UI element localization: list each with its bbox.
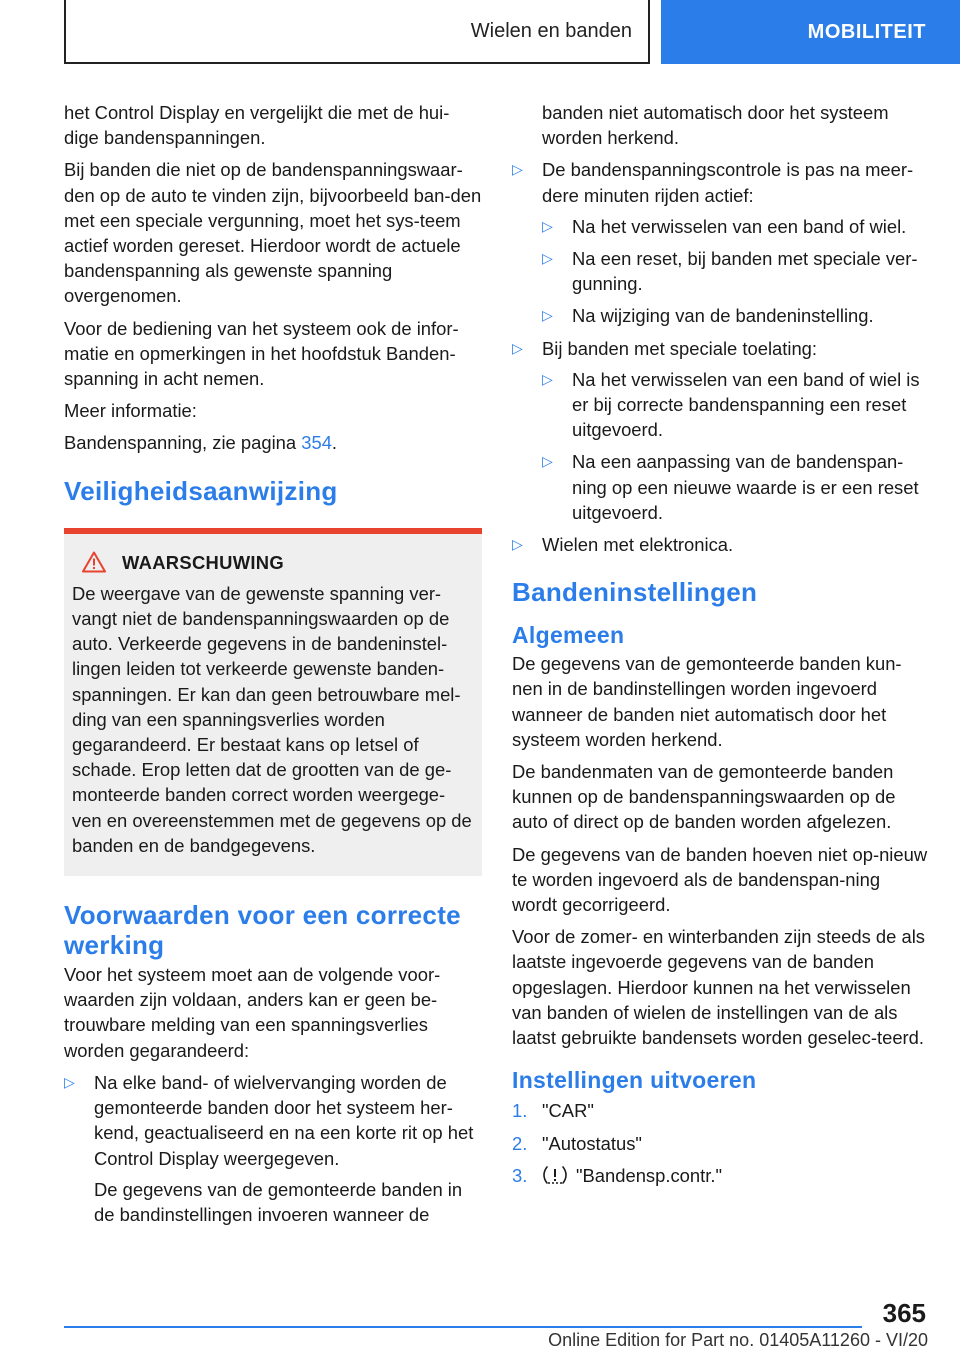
sub-list-item-text: Na het verwisselen van een band of wiel is er bij correcte bandenspanning een reset uitgevoerd. (572, 368, 920, 441)
step-text: "Bandensp.contr." (576, 1164, 722, 1186)
subsection-heading-general: Algemeen (512, 622, 625, 649)
triangle-bullet-icon: ▷ (542, 307, 553, 324)
sub-list-item (542, 246, 930, 296)
steps-list (512, 1098, 930, 1188)
reference-text: Bandenspanning, zie pagina (64, 432, 302, 454)
triangle-bullet-icon: ▷ (64, 1073, 75, 1090)
sub-list-item (542, 449, 930, 525)
paragraph: Voor het systeem moet aan de volgende voor-waarden zijn voldaan, anders kan er geen be-trouwbare melding van een spanningsverlies worden gegarandeerd: (64, 964, 441, 1061)
list-item (512, 532, 930, 557)
list-item (64, 1070, 482, 1227)
sub-list-item-text: Na een aanpassing van de bandenspan-ning op een nieuwe waarde is er een reset uitgevoerd. (572, 451, 919, 523)
sub-list-item-text: Na een reset, bij banden met speciale ver-gunning. (572, 248, 918, 295)
warning-triangle-icon (82, 551, 106, 573)
reference-end: . (331, 432, 338, 454)
conditions-list (64, 1070, 482, 1227)
step-number: 3. (512, 1164, 528, 1186)
page-header (0, 0, 960, 66)
list-item-continuation: De gegevens van de gemonteerde banden in de bandinstellingen invoeren wanneer de (94, 1178, 463, 1225)
triangle-bullet-icon: ▷ (542, 370, 553, 387)
list-item-continuation: banden niet automatisch door het systeem worden herkend. (542, 102, 889, 149)
section-heading-safety: Veiligheidsaanwijzing (64, 475, 338, 506)
list-item-text: De bandenspanningscontrole is pas na meer-dere minuten rijden actief: (542, 159, 914, 206)
warning-text: De weergave van de gewenste spanning ver-vangt niet de bandenspanningswaarden op de auto. Verkeerde gegevens in de bandeninstel-lingen leiden tot verkeerde gewenste banden-spanningen. Er kan dan geen betrouwbare mel-ding van een spanningsverlies worden gegarandeerd. Er bestaat kans op letsel of schade. Erop letten dat de grootten van de ge-monteerde banden correct worden weergege-ven en overeenstemmen met de gegevens op de banden en de bandgegevens. (72, 582, 472, 856)
list-item-text: Na elke band- of wielvervanging worden de gemonteerde banden door het systeem her-kend, geactualiseerd en na een korte rit op het Control Display weergegeven. (94, 1071, 474, 1169)
paragraph: De bandenmaten van de gemonteerde banden kunnen op de bandenspanningswaarden op de auto of direct op de banden worden afgelezen. (512, 761, 896, 833)
step-number: 2. (512, 1132, 528, 1154)
list-item-text: Bij banden met speciale toelating: (542, 337, 818, 359)
page-number: 365 (882, 1298, 926, 1328)
subsection-heading-perform: Instellingen uitvoeren (512, 1067, 757, 1094)
chapter-section-label: Wielen en banden (64, 0, 650, 64)
footer-edition: Online Edition for Part no. 01405A11260 - VI/20 (548, 1330, 928, 1350)
footer-divider (64, 1326, 862, 1328)
step-text: "CAR" (542, 1100, 594, 1122)
sub-list-item-text: Na het verwisselen van een band of wiel. (572, 215, 907, 237)
list-item (512, 157, 930, 328)
step-item (512, 1098, 930, 1123)
paragraph: Voor de bediening van het systeem ook de infor-matie en opmerkingen in het hoofdstuk Banden-spanning in acht nemen. (64, 317, 459, 390)
triangle-bullet-icon: ▷ (542, 250, 553, 267)
paragraph: Meer informatie: (64, 400, 197, 422)
paragraph: Voor de zomer- en winterbanden zijn steeds de als laatste ingevoerde gegevens van de banden opgeslagen. Hierdoor kunnen na het verwisselen van banden of wielen de instellingen van de als laatst gebruikte bandensets worden geselec-teerd. (512, 926, 926, 1049)
section-heading-settings: Bandeninstellingen (512, 577, 758, 608)
left-column (64, 100, 482, 1234)
step-item (512, 1131, 930, 1156)
sub-list-item-text: Na wijziging van de bandeninstelling. (572, 305, 874, 327)
warning-header (72, 550, 474, 575)
sub-list-item (542, 303, 930, 328)
triangle-bullet-icon: ▷ (512, 339, 523, 356)
chapter-tab[interactable]: MOBILITEIT (661, 0, 960, 64)
triangle-bullet-icon: ▷ (542, 453, 553, 470)
sub-list (542, 214, 930, 329)
paragraph: De gegevens van de banden hoeven niet op-nieuw te worden ingevoerd als de bandenspan-ning wordt gecorrigeerd. (512, 843, 928, 916)
triangle-bullet-icon: ▷ (542, 217, 553, 234)
paragraph-reference (64, 430, 482, 455)
sub-list-item (542, 367, 930, 443)
step-number: 1. (512, 1100, 528, 1122)
list-item-text: Wielen met elektronica. (542, 534, 734, 556)
warning-title: WAARSCHUWING (122, 551, 284, 573)
step-item (512, 1163, 930, 1188)
paragraph: Bij banden die niet op de bandenspanningswaar-den op de auto te vinden zijn, bijvoorbeeld ban-den met een speciale vergunning, moet het sys-teem actief worden gereset. Hierdoor wordt de actuele bandenspanning als gewenste spanning overgenomen. (64, 159, 482, 307)
tire-pressure-warning-icon (542, 1164, 568, 1186)
sub-list-item (542, 214, 930, 239)
paragraph: het Control Display en vergelijkt die met de hui-dige bandenspanningen. (64, 102, 450, 149)
warning-box (64, 528, 482, 876)
page-link[interactable]: 354 (301, 432, 332, 454)
triangle-bullet-icon: ▷ (512, 161, 523, 178)
step-text: "Autostatus" (542, 1132, 642, 1154)
paragraph: De gegevens van de gemonteerde banden kun-nen in de bandinstellingen worden ingevoerd wanneer de banden niet automatisch door het systeem worden herkend. (512, 653, 902, 750)
right-column (512, 100, 930, 1195)
sub-list (542, 367, 930, 525)
triangle-bullet-icon: ▷ (512, 536, 523, 553)
list-item (512, 336, 930, 525)
conditions-list-cont (512, 157, 930, 557)
section-heading-conditions: Voorwaarden voor een correcte werking (64, 900, 461, 961)
